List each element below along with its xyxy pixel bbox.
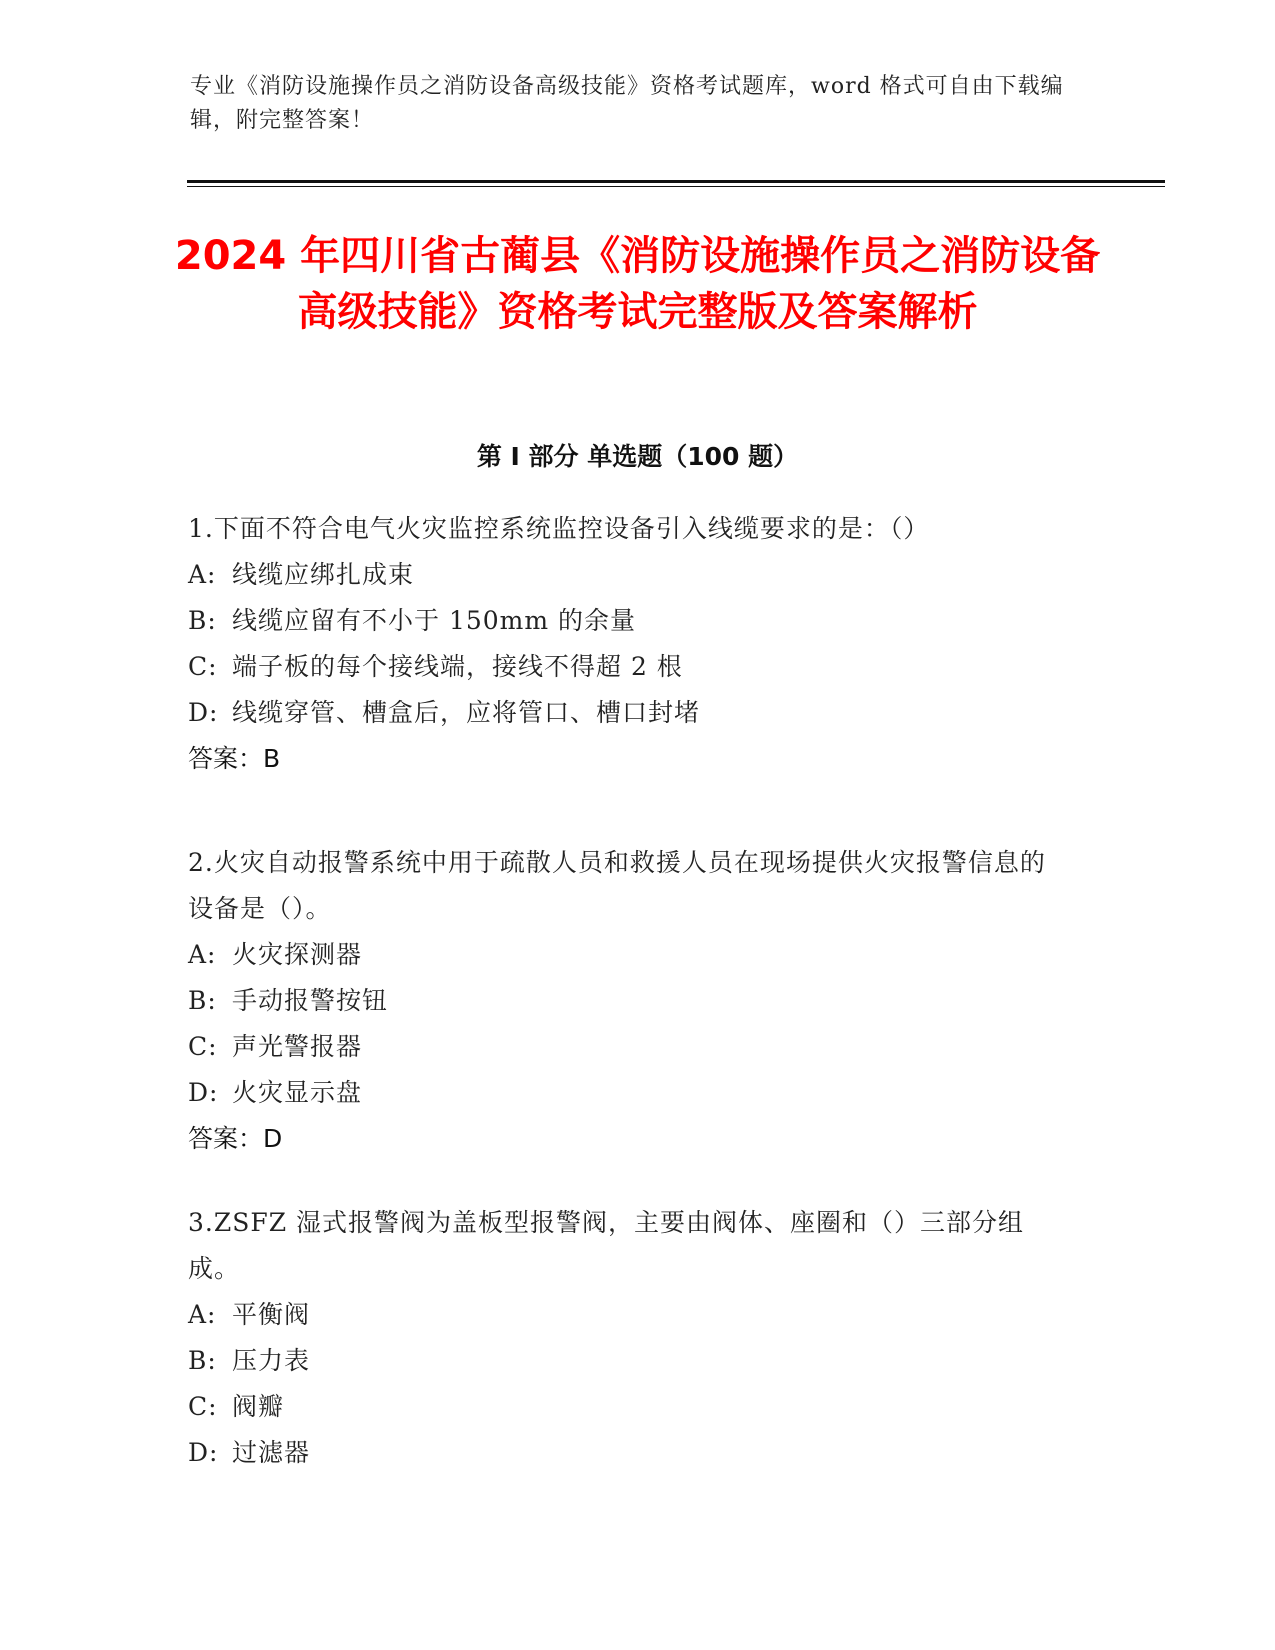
option-text: 手动报警按钮 — [232, 986, 389, 1015]
option-letter: D: — [188, 1438, 219, 1467]
question-1 — [188, 506, 1068, 782]
option-text: 火灾显示盘 — [232, 1078, 363, 1107]
section-heading: 第 I 部分 单选题（100 题） — [476, 442, 799, 471]
option-a — [188, 932, 1068, 978]
option-text: 线缆应绑扎成束 — [232, 560, 415, 589]
option-b — [188, 1338, 1068, 1384]
option-a — [188, 1292, 1068, 1338]
option-letter: D: — [188, 698, 219, 727]
question-stem: 2.火灾自动报警系统中用于疏散人员和救援人员在现场提供火灾报警信息的设备是（）。 — [188, 848, 1046, 923]
option-letter: C: — [188, 1392, 218, 1421]
option-c — [188, 1384, 1068, 1430]
option-d — [188, 1430, 1068, 1476]
option-text: 声光警报器 — [232, 1032, 363, 1061]
option-letter: C: — [188, 652, 218, 681]
option-letter: B: — [188, 1346, 217, 1375]
header-divider-thick — [187, 180, 1165, 183]
question-stem: 3.ZSFZ 湿式报警阀为盖板型报警阀，主要由阀体、座圈和（）三部分组成。 — [188, 1208, 1025, 1283]
option-b — [188, 598, 1068, 644]
header-note: 专业《消防设施操作员之消防设备高级技能》资格考试题库，word 格式可自由下载编辑，附完整答案！ — [190, 74, 1064, 133]
option-d — [188, 690, 1068, 736]
option-letter: B: — [188, 606, 217, 635]
answer-line: 答案：D — [188, 1124, 283, 1153]
option-text: 过滤器 — [232, 1438, 311, 1467]
option-letter: C: — [188, 1032, 218, 1061]
option-c — [188, 644, 1068, 690]
option-letter: B: — [188, 986, 217, 1015]
option-b — [188, 978, 1068, 1024]
option-d — [188, 1070, 1068, 1116]
option-text: 平衡阀 — [232, 1300, 311, 1329]
document-title: 2024 年四川省古蔺县《消防设施操作员之消防设备高级技能》资格考试完整版及答案解析 — [174, 233, 1101, 335]
option-text: 火灾探测器 — [232, 940, 363, 969]
option-text: 线缆穿管、槽盒后，应将管口、槽口封堵 — [232, 698, 701, 727]
option-letter: A: — [188, 560, 217, 589]
option-letter: A: — [188, 940, 217, 969]
option-a — [188, 552, 1068, 598]
option-c — [188, 1024, 1068, 1070]
option-text: 线缆应留有不小于 150mm 的余量 — [232, 606, 637, 635]
option-letter: A: — [188, 1300, 217, 1329]
question-2 — [188, 840, 1068, 1162]
option-text: 端子板的每个接线端，接线不得超 2 根 — [232, 652, 683, 681]
answer-line: 答案：B — [188, 744, 281, 773]
option-text: 压力表 — [232, 1346, 311, 1375]
option-text: 阀瓣 — [232, 1392, 285, 1421]
option-letter: D: — [188, 1078, 219, 1107]
header-divider-thin — [187, 186, 1165, 187]
question-3 — [188, 1200, 1068, 1476]
question-stem: 1.下面不符合电气火灾监控系统监控设备引入线缆要求的是：（） — [188, 514, 930, 543]
